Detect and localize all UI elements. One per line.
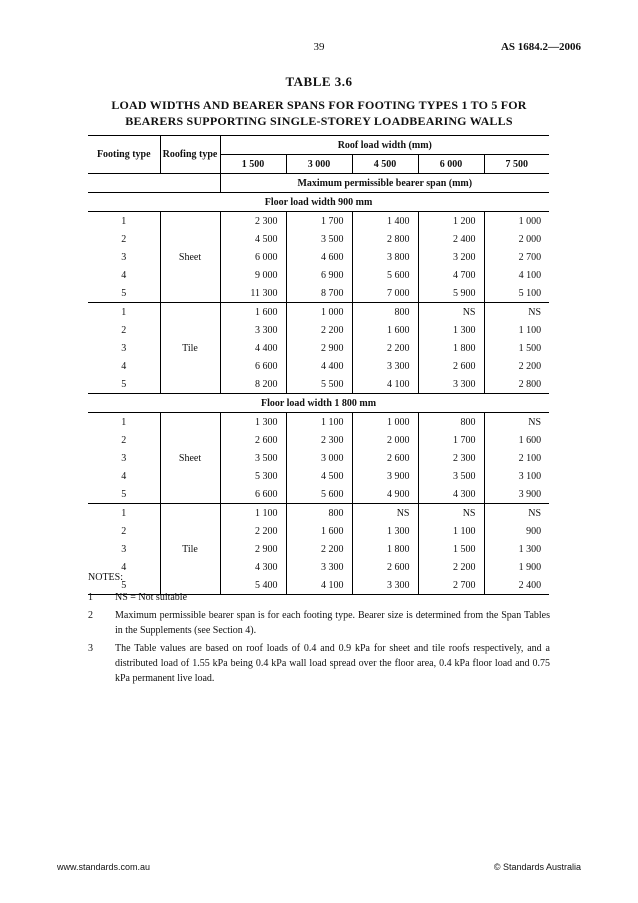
notes (88, 570, 550, 689)
roofing-type-spacer (160, 431, 220, 449)
span-value-cell: 6 600 (220, 485, 286, 504)
span-value-cell: 2 600 (220, 431, 286, 449)
floor-load-width-label: Floor load width 900 mm (88, 193, 549, 212)
note-item (88, 590, 550, 605)
note-number: 2 (88, 610, 93, 621)
span-value-cell: 4 500 (286, 467, 352, 485)
span-value-cell: 1 800 (418, 339, 484, 357)
span-value-cell: 5 600 (286, 485, 352, 504)
span-value-cell: NS (418, 504, 484, 523)
note-text: The Table values are based on roof loads of 0.4 and 0.9 kPa for sheet and tile roofs respectively, and a distributed load of 1.55 kPa being 0.4 kPa wall load spread over the floor area, 0.4 kPa floor load and 0.75 kPa permanent live load. (115, 643, 550, 684)
span-value-cell: 2 700 (518, 251, 542, 263)
note-number: 1 (88, 592, 93, 603)
footing-type-cell: 1 (88, 212, 160, 231)
span-value-cell: 1 400 (352, 212, 418, 231)
roof-width-header: 3 000 (286, 155, 352, 174)
span-value-cell: 2 200 (418, 558, 484, 576)
roofing-type-spacer (160, 504, 220, 523)
span-value-cell: 2 000 (352, 431, 418, 449)
footing-type-cell: 4 (88, 467, 160, 485)
footing-type-cell: 4 (88, 558, 160, 576)
table-caption-line-1: LOAD WIDTHS AND BEARER SPANS FOR FOOTING TYPES 1 TO 5 FOR (111, 98, 527, 112)
footing-type-cell: 3 (88, 339, 160, 357)
span-value-cell: 1 300 (418, 321, 484, 339)
roofing-type-header: Roofing type (160, 136, 220, 174)
footing-type-cell: 5 (88, 576, 160, 595)
span-value-cell: 800 (352, 303, 418, 322)
footing-type-cell: 3 (88, 449, 160, 467)
span-value-cell: 2 300 (220, 212, 286, 231)
footer-copyright: © Standards Australia (493, 862, 581, 872)
span-value-cell: 2 400 (418, 230, 484, 248)
roofing-type-cell: Tile (160, 540, 220, 558)
span-value-cell: 5 500 (286, 375, 352, 394)
span-value-cell: 3 300 (220, 321, 286, 339)
footing-type-cell: 1 (88, 413, 160, 432)
span-value-cell: 1 200 (418, 212, 484, 231)
span-value-cell: 2 600 (352, 449, 418, 467)
span-value-cell: 3 300 (286, 558, 352, 576)
roofing-type-spacer (160, 357, 220, 375)
span-value-cell: 3 900 (518, 488, 542, 500)
span-value-cell: 1 100 (220, 504, 286, 523)
roofing-type-spacer (160, 375, 220, 394)
footing-type-cell: 3 (88, 540, 160, 558)
span-value-cell: 3 000 (286, 449, 352, 467)
footing-type-cell: 1 (88, 303, 160, 322)
span-value-cell: 4 100 (352, 375, 418, 394)
span-value-cell: 6 900 (286, 266, 352, 284)
span-value-cell: 800 (418, 413, 484, 432)
span-value-cell: 4 500 (220, 230, 286, 248)
roofing-type-cell: Tile (160, 339, 220, 357)
roof-load-width-header: Roof load width (mm) (220, 136, 549, 155)
span-value-cell: 800 (286, 504, 352, 523)
roofing-type-spacer (160, 230, 220, 248)
span-value-cell: 2 200 (352, 339, 418, 357)
table-title: TABLE 3.6 (285, 74, 353, 89)
span-value-cell: 5 100 (518, 287, 542, 299)
span-value-cell: 1 100 (286, 413, 352, 432)
roofing-type-spacer (160, 212, 220, 231)
span-value-cell: 2 200 (286, 321, 352, 339)
span-value-cell: 2 400 (484, 576, 549, 595)
span-value-cell: 4 100 (286, 576, 352, 595)
span-value-cell: 4 400 (220, 339, 286, 357)
footing-type-cell: 5 (88, 375, 160, 394)
span-value-cell: 5 400 (220, 576, 286, 595)
roofing-type-cell: Sheet (160, 449, 220, 467)
span-value-cell: 5 600 (352, 266, 418, 284)
table-caption (100, 97, 538, 129)
roofing-type-spacer (160, 522, 220, 540)
span-value-cell: 9 000 (220, 266, 286, 284)
span-value-cell: 6 600 (220, 357, 286, 375)
span-value-cell: 1 900 (518, 561, 542, 573)
footing-type-cell: 5 (88, 485, 160, 504)
span-value-cell: 1 000 (286, 303, 352, 322)
span-value-cell: 4 600 (286, 248, 352, 266)
span-value-cell: 2 200 (286, 540, 352, 558)
span-value-cell: NS (484, 303, 549, 322)
span-value-cell: 2 200 (518, 360, 542, 372)
span-value-cell: 3 500 (286, 230, 352, 248)
roofing-type-spacer (160, 266, 220, 284)
note-number: 3 (88, 643, 93, 654)
span-value-cell: 1 100 (418, 522, 484, 540)
standard-reference: AS 1684.2—2006 (500, 41, 581, 53)
span-value-cell: 1 600 (352, 321, 418, 339)
span-value-cell: 3 300 (352, 357, 418, 375)
span-value-cell: 900 (526, 525, 542, 537)
span-value-cell: 2 900 (286, 339, 352, 357)
page-number: 39 (313, 41, 325, 53)
notes-heading: NOTES: (88, 572, 123, 583)
span-value-cell: 2 700 (418, 576, 484, 595)
span-value-cell: 4 400 (286, 357, 352, 375)
roofing-type-spacer (160, 413, 220, 432)
span-value-cell: 3 900 (352, 467, 418, 485)
footer-website: www.standards.com.au (57, 862, 151, 872)
footing-type-cell: 2 (88, 522, 160, 540)
span-value-cell: NS (352, 504, 418, 523)
roofing-type-spacer (160, 467, 220, 485)
footing-type-cell: 4 (88, 266, 160, 284)
span-value-cell: 4 300 (220, 558, 286, 576)
roofing-type-spacer (160, 321, 220, 339)
note-text: NS = Not suitable (115, 592, 188, 603)
footing-type-cell: 1 (88, 504, 160, 523)
footing-type-cell: 3 (88, 248, 160, 266)
roofing-type-spacer (160, 284, 220, 303)
span-value-cell: 2 800 (518, 378, 542, 390)
span-value-cell: 2 200 (220, 522, 286, 540)
span-value-cell: 2 600 (418, 357, 484, 375)
span-value-cell: 11 300 (220, 284, 286, 303)
span-value-cell: 1 000 (518, 215, 542, 227)
span-value-cell: 3 100 (518, 470, 542, 482)
span-value-cell: 2 000 (518, 233, 542, 245)
span-value-cell: 3 300 (418, 375, 484, 394)
table-caption-line-2: BEARERS SUPPORTING SINGLE-STOREY LOADBEARING WALLS (125, 114, 513, 128)
span-value-cell: 4 300 (418, 485, 484, 504)
span-value-cell: 3 300 (352, 576, 418, 595)
span-value-cell: 2 300 (418, 449, 484, 467)
span-value-cell: 3 200 (418, 248, 484, 266)
floor-load-width-label: Floor load width 1 800 mm (88, 394, 549, 413)
span-value-cell: 5 900 (418, 284, 484, 303)
note-item (88, 608, 550, 638)
span-value-cell: 1 600 (286, 522, 352, 540)
span-value-cell: 6 000 (220, 248, 286, 266)
span-value-cell: NS (418, 303, 484, 322)
span-value-cell: 2 300 (286, 431, 352, 449)
span-value-cell: 3 800 (352, 248, 418, 266)
roofing-type-spacer (160, 485, 220, 504)
span-value-cell: 3 500 (418, 467, 484, 485)
span-value-cell: 1 500 (518, 342, 542, 354)
span-value-cell: 1 300 (220, 413, 286, 432)
footing-type-cell: 4 (88, 357, 160, 375)
span-value-cell: 5 300 (220, 467, 286, 485)
footing-type-cell: 5 (88, 284, 160, 303)
span-value-cell: 1 300 (352, 522, 418, 540)
span-value-cell: 1 600 (220, 303, 286, 322)
footing-type-cell: 2 (88, 431, 160, 449)
span-value-cell: 4 100 (518, 269, 542, 281)
span-value-cell: NS (484, 504, 549, 523)
note-item (88, 641, 550, 686)
span-value-cell: 7 000 (352, 284, 418, 303)
span-value-cell: 2 800 (352, 230, 418, 248)
roof-width-header: 6 000 (418, 155, 484, 174)
roof-width-header: 7 500 (505, 158, 529, 170)
span-value-cell: 4 700 (418, 266, 484, 284)
span-value-cell: 1 700 (286, 212, 352, 231)
span-value-cell: 2 100 (518, 452, 542, 464)
footing-type-cell: 2 (88, 230, 160, 248)
span-value-cell: 1 300 (518, 543, 542, 555)
span-value-cell: 2 600 (352, 558, 418, 576)
roof-width-header: 1 500 (220, 155, 286, 174)
span-value-cell: 1 100 (518, 324, 542, 336)
max-span-header: Maximum permissible bearer span (mm) (220, 174, 549, 193)
span-value-cell: NS (528, 416, 542, 428)
span-value-cell: 1 800 (352, 540, 418, 558)
span-value-cell: 8 200 (220, 375, 286, 394)
note-text: Maximum permissible bearer span is for each footing type. Bearer size is determined from the Span Tables in the Supplements (see Section 4). (115, 610, 550, 636)
span-value-cell: 3 500 (220, 449, 286, 467)
span-value-cell: 1 500 (418, 540, 484, 558)
footing-type-header: Footing type (88, 136, 160, 174)
span-value-cell: 4 900 (352, 485, 418, 504)
span-value-cell: 2 900 (220, 540, 286, 558)
roof-width-header: 4 500 (352, 155, 418, 174)
roofing-type-cell: Sheet (160, 248, 220, 266)
span-value-cell: 1 000 (352, 413, 418, 432)
span-value-cell: 8 700 (286, 284, 352, 303)
span-value-cell: 1 700 (418, 431, 484, 449)
roofing-type-spacer (160, 303, 220, 322)
footing-type-cell: 2 (88, 321, 160, 339)
bearer-span-table (88, 135, 549, 595)
span-value-cell: 1 600 (518, 434, 542, 446)
